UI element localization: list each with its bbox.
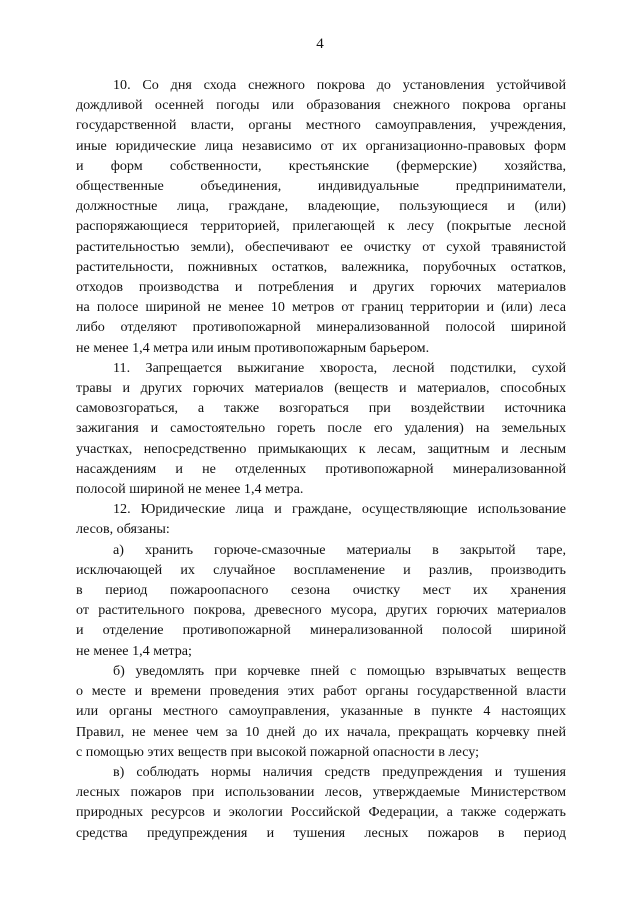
text-line: дождливой осенней погоды или образования снежного покрова органы	[76, 97, 566, 114]
text-line: природных ресурсов и экологии Российской Федерации, а также содержать	[76, 804, 566, 821]
list-item-b	[76, 661, 566, 762]
text-line: 11. Запрещается выжигание хвороста, лесной подстилки, сухой	[113, 359, 566, 376]
text-line: не менее 1,4 метра;	[76, 642, 192, 659]
text-line: иные юридические лица независимо от их организационно-правовых форм	[76, 137, 566, 154]
text-line: полосой шириной не менее 1,4 метра.	[76, 481, 304, 498]
text-line: лесов, обязаны:	[76, 521, 170, 538]
text-line: с помощью этих веществ при высокой пожарной опасности в лесу;	[76, 743, 480, 760]
text-line: и форм собственности, крестьянские (фермерские) хозяйства,	[76, 157, 566, 174]
list-item-a	[76, 540, 566, 661]
text-line: и отделение противопожарной минерализованной полосой шириной	[76, 622, 566, 639]
text-line: общественные объединения, индивидуальные предприниматели,	[76, 178, 566, 195]
text-line: должностные лица, граждане, владеющие, пользующиеся и (или)	[76, 198, 566, 215]
text-line: в) соблюдать нормы наличия средств предупреждения и тушения	[113, 763, 566, 780]
text-line: не менее 1,4 метра или иным противопожарным барьером.	[76, 339, 430, 356]
text-line: средства предупреждения и тушения лесных пожаров в период	[76, 824, 566, 841]
text-line: либо отделяют противопожарной минерализованной полосой шириной	[76, 319, 566, 336]
text-line: исключающей их случайное воспламенение и разлив, производить	[76, 561, 566, 578]
text-line: насаждениям и не отделенных противопожарной минерализованной	[76, 460, 566, 477]
text-line: 12. Юридические лица и граждане, осуществляющие использование	[113, 501, 566, 518]
text-line: зажигания и самостоятельно гореть после его удаления) на земельных	[76, 420, 566, 437]
paragraph-11	[76, 358, 566, 499]
paragraph-10	[76, 75, 566, 358]
text-line: о месте и времени проведения этих работ органы государственной власти	[76, 683, 566, 700]
text-line: растительностью земли), обеспечивают ее очистку от сухой травянистой	[76, 238, 566, 255]
paragraph-12	[76, 499, 566, 539]
text-line: в период пожароопасного сезона очистку мест их хранения	[76, 582, 566, 599]
text-line: или органы местного самоуправления, указанные в пункте 4 настоящих	[76, 703, 566, 720]
text-line: а) хранить горюче-смазочные материалы в закрытой таре,	[113, 541, 566, 558]
text-line: участках, непосредственно примыкающих к лесам, защитным и лесным	[76, 440, 566, 457]
list-item-v	[76, 762, 566, 843]
text-line: растительности, пожнивных остатков, валежника, порубочных остатков,	[76, 258, 566, 275]
text-line: отходов производства и потребления и других горючих материалов	[76, 279, 566, 296]
text-line: от растительного покрова, древесного мусора, других горючих материалов	[76, 602, 566, 619]
text-line: 10. Со дня схода снежного покрова до установления устойчивой	[113, 77, 566, 93]
text-line: лесных пожаров при использовании лесов, утверждаемые Министерством	[76, 784, 566, 801]
text-line: травы и других горючих материалов (веществ и материалов, способных	[76, 380, 566, 397]
text-line: Правил, не менее чем за 10 дней до их начала, прекращать корчевку пней	[76, 723, 566, 740]
text-line: самовозгораться, а также возгораться при воздействии источника	[76, 400, 566, 417]
text-line: на полосе шириной не менее 10 метров от границ территории и (или) леса	[76, 299, 566, 316]
document-body	[76, 75, 566, 843]
page-number: 4	[316, 36, 324, 52]
text-line: б) уведомлять при корчевке пней с помощью взрывчатых веществ	[113, 662, 566, 679]
text-line: государственной власти, органы местного самоуправления, учреждения,	[76, 117, 566, 134]
text-line: распоряжающиеся территорией, прилегающей к лесу (покрытые лесной	[76, 218, 566, 235]
